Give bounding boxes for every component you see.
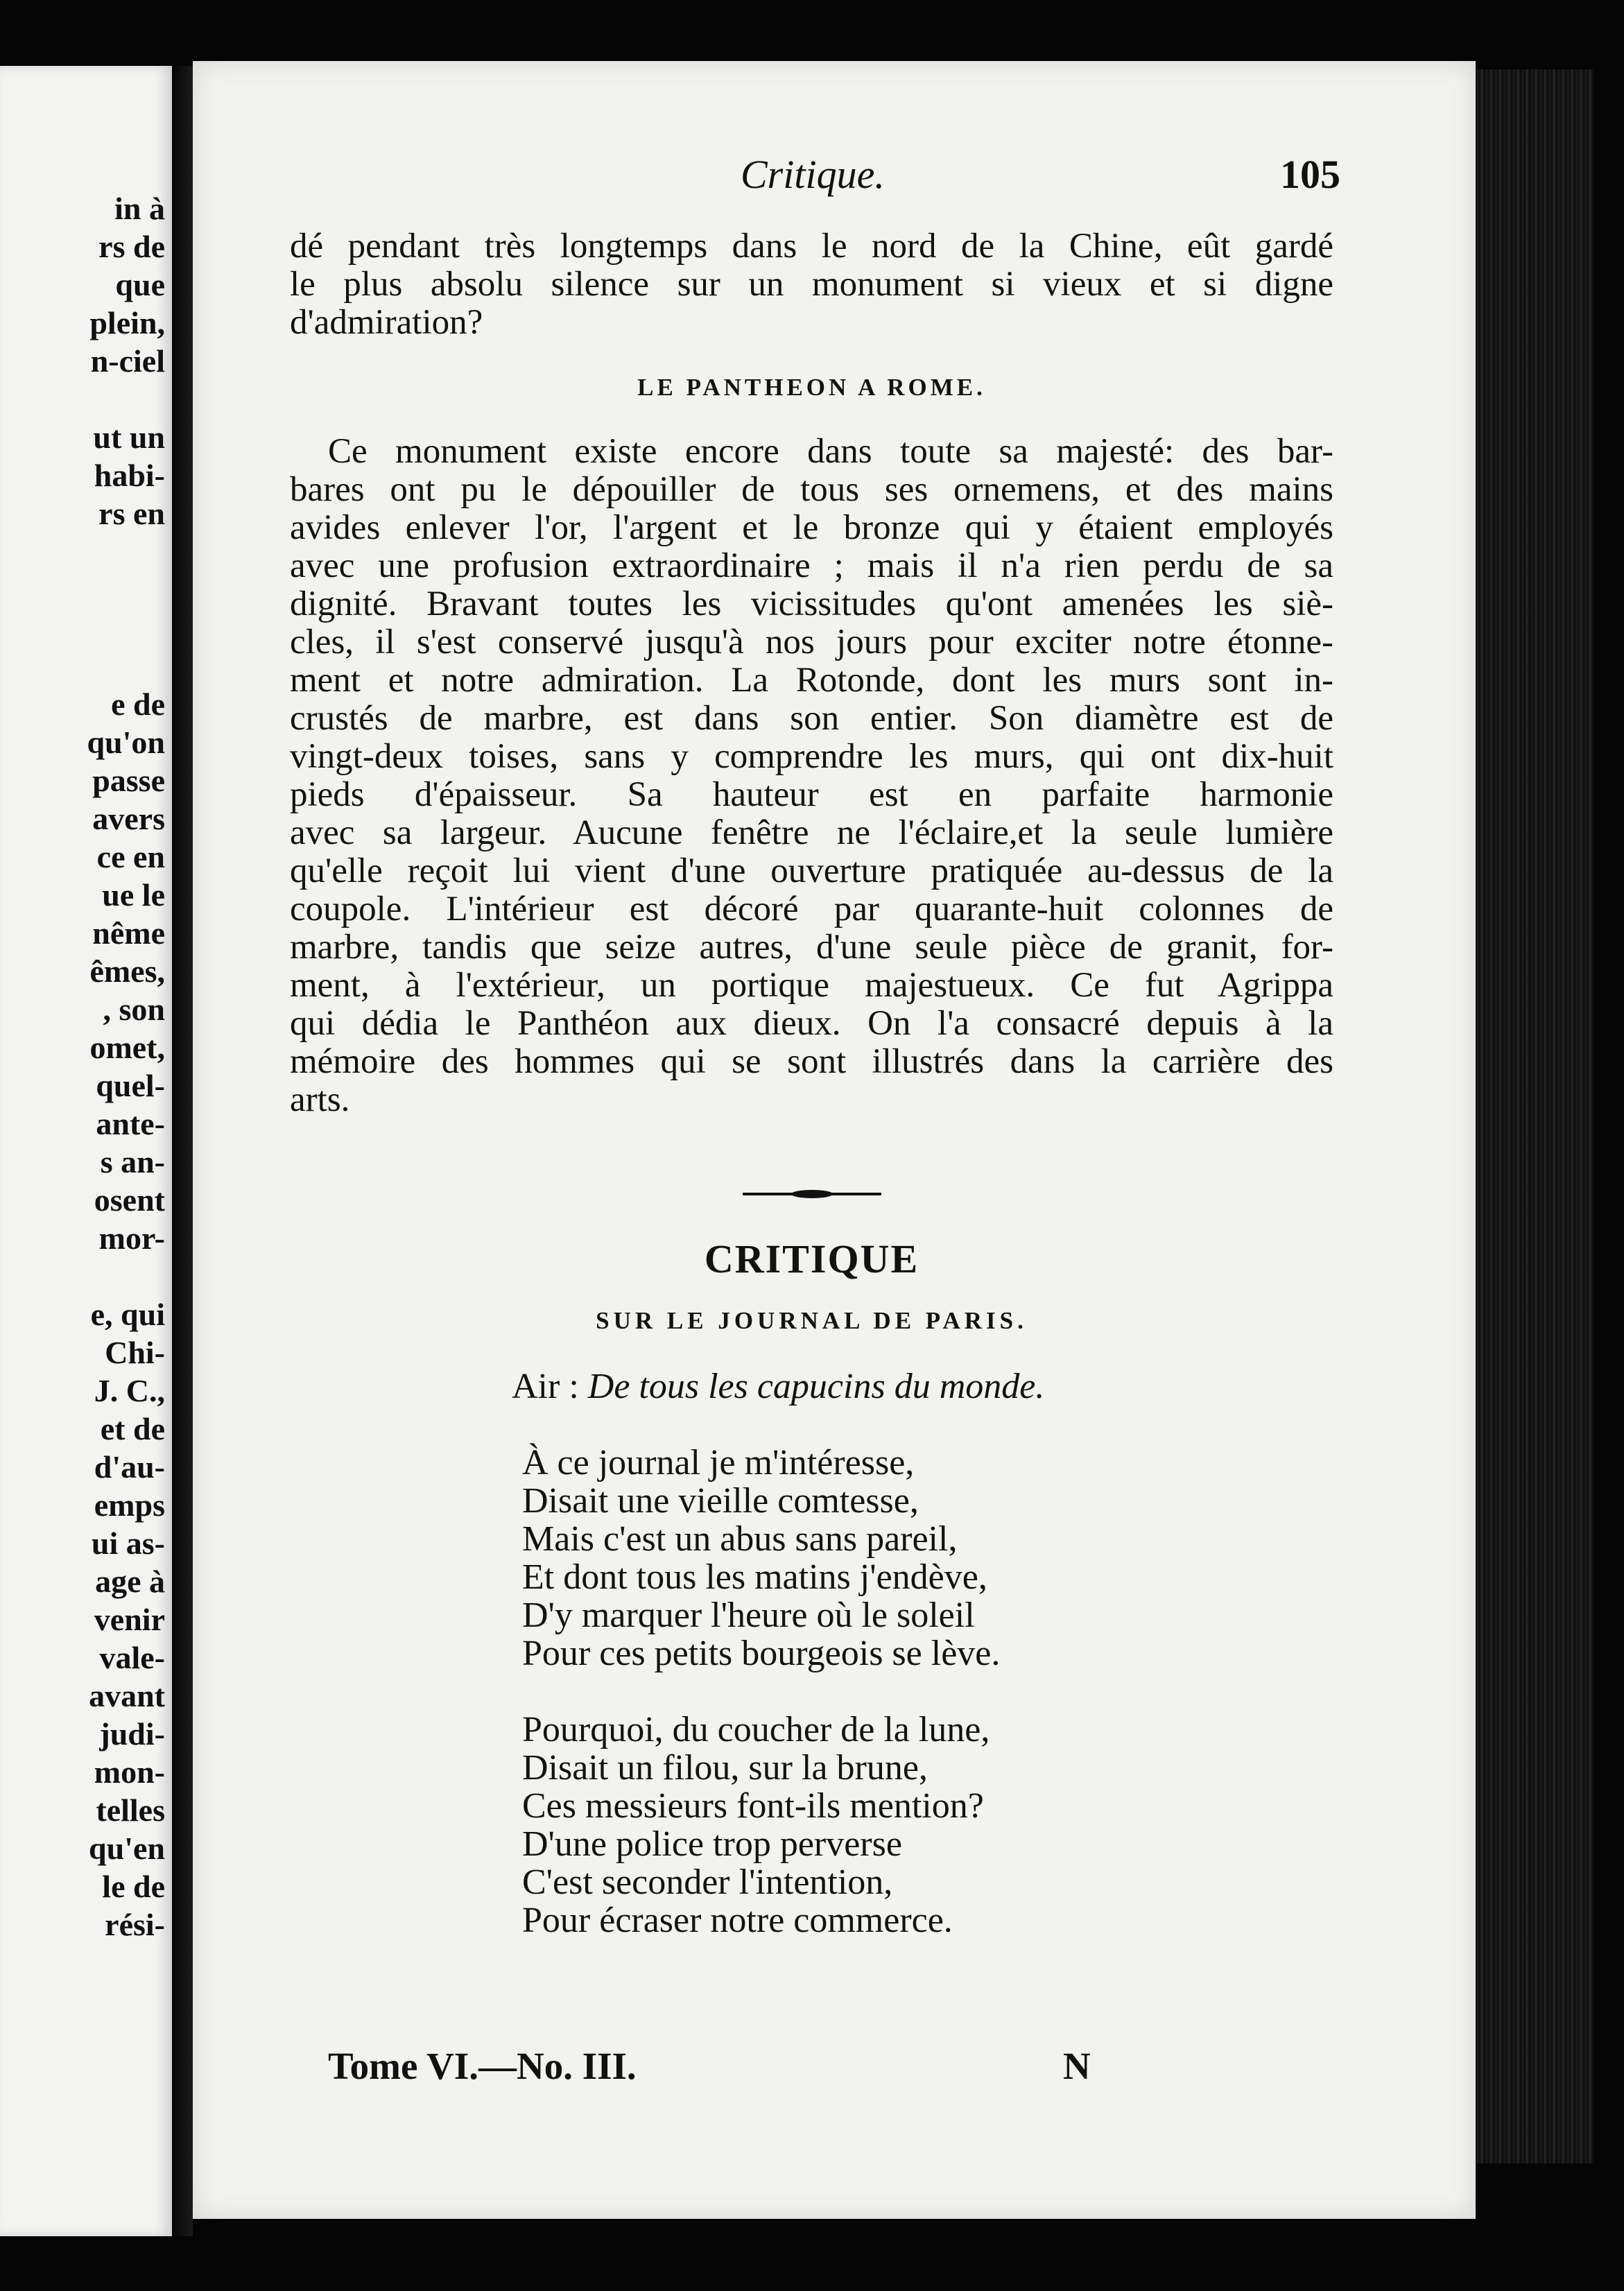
facing-page-line: judi- <box>99 1716 165 1752</box>
verse-line: D'y marquer l'heure où le soleil <box>522 1596 975 1635</box>
verse-line: Pour écraser notre commerce. <box>522 1901 953 1940</box>
facing-page-line: mon- <box>94 1754 165 1790</box>
verse-line: C'est seconder l'intention, <box>522 1862 893 1902</box>
facing-page-line: qu'en <box>89 1831 165 1866</box>
facing-page-line: emps <box>94 1487 165 1523</box>
section-title-pantheon: LE PANTHEON A ROME. <box>637 374 986 401</box>
facing-page-line: n-ciel <box>90 343 165 379</box>
facing-page-left <box>0 66 172 2236</box>
verse-line: Disait une vieille comtesse, <box>522 1481 919 1521</box>
verse-line: À ce journal je m'intéresse, <box>522 1443 915 1482</box>
facing-page-line: ue le <box>102 877 165 913</box>
facing-page-line: ante- <box>96 1106 165 1141</box>
stanza <box>522 1444 1333 1672</box>
ornamental-rule <box>743 1188 881 1200</box>
facing-page-line: quel- <box>96 1068 165 1103</box>
facing-page-text <box>0 189 165 1944</box>
text-line: avec une profusion extraordinaire ; mais il n'a rien perdu de sa <box>290 546 1333 585</box>
verse-line: Et dont tous les matins j'endève, <box>522 1557 987 1597</box>
facing-page-line <box>0 533 165 571</box>
text-line: mémoire des hommes qui se sont illustrés dans la carrière des <box>290 1042 1333 1081</box>
verse-line: Pourquoi, du coucher de la lune, <box>522 1710 990 1749</box>
facing-page-line <box>0 380 165 418</box>
facing-page-line: osent <box>94 1182 165 1218</box>
facing-page-line: plein, <box>89 305 165 340</box>
book-gutter <box>172 66 193 2236</box>
facing-page-line: mor- <box>98 1220 165 1256</box>
facing-page-line: J. C., <box>94 1373 165 1408</box>
facing-page-line: habi- <box>94 458 165 493</box>
facing-page-line: rs de <box>98 229 165 264</box>
text-line: le plus absolu silence sur un monument si vieux et si digne <box>290 265 1333 304</box>
facing-page-line: avers <box>92 801 165 836</box>
text-line: dignité. Bravant toutes les vicissitudes qu'ont amenées les siè- <box>290 585 1333 623</box>
facing-page-line: qu'on <box>87 725 165 760</box>
page-body <box>290 227 1333 1939</box>
running-head: Critique. <box>741 152 885 197</box>
verse-line: Ces messieurs font-ils mention? <box>522 1786 984 1826</box>
verse-line: Disait un filou, sur la brune, <box>522 1748 928 1788</box>
text-line: qu'elle reçoit lui vient d'une ouverture pratiquée au-dessus de la <box>290 851 1333 890</box>
page-number: 105 <box>1280 152 1340 197</box>
facing-page-line: ce en <box>96 839 165 874</box>
text-line: coupole. L'intérieur est décoré par quarante-huit colonnes de <box>290 890 1333 928</box>
facing-page-line: que <box>115 267 165 302</box>
verse-line: Pour ces petits bourgeois se lève. <box>522 1634 1001 1673</box>
text-line: cles, il s'est conservé jusqu'à nos jours pour exciter notre étonne- <box>290 623 1333 662</box>
facing-page-line: , son <box>103 992 165 1027</box>
stanza <box>522 1711 1333 1939</box>
section-subtitle: SUR LE JOURNAL DE PARIS. <box>596 1307 1028 1334</box>
verse-line: Mais c'est un abus sans pareil, <box>522 1519 958 1559</box>
text-line: avec sa largeur. Aucune fenêtre ne l'éclaire,et la seule lumière <box>290 813 1333 852</box>
text-line: vingt-deux toises, sans y comprendre les murs, qui ont dix-huit <box>290 737 1333 776</box>
facing-page-line: in à <box>114 191 165 226</box>
facing-page-line: ui as- <box>91 1525 165 1561</box>
facing-page-line: venir <box>94 1602 165 1637</box>
facing-page-line <box>0 571 165 609</box>
facing-page-line: avant <box>89 1678 165 1713</box>
facing-page-line: e de <box>111 686 165 722</box>
page-edges <box>1476 69 1593 2163</box>
signature-mark: N <box>1063 2045 1091 2087</box>
facing-page-line: passe <box>92 763 165 798</box>
facing-page-line <box>0 647 165 685</box>
facing-page-line: et de <box>100 1411 165 1446</box>
facing-page-line: rési- <box>105 1907 165 1942</box>
air-line <box>512 1367 1333 1406</box>
page-footer <box>328 2044 1160 2088</box>
text-line: avides enlever l'or, l'argent et le bronze qui y étaient employés <box>290 508 1333 547</box>
facing-page-line: s an- <box>100 1144 165 1179</box>
text-line: ment, à l'extérieur, un portique majestueux. Ce fut Agrippa <box>290 966 1333 1005</box>
facing-page-line: e, qui <box>90 1297 165 1332</box>
facing-page-line: vale- <box>99 1640 165 1675</box>
volume-number: Tome VI.—No. III. <box>328 2045 637 2087</box>
pantheon-paragraph <box>290 433 1333 1119</box>
text-line: arts. <box>290 1080 350 1119</box>
facing-page-line: Chi- <box>105 1335 165 1370</box>
text-line: crustés de marbre, est dans son entier. Son diamètre est de <box>290 699 1333 738</box>
facing-page-line <box>0 609 165 647</box>
text-line: ment et notre admiration. La Rotonde, dont les murs sont in- <box>290 661 1333 700</box>
text-line: d'admiration? <box>290 303 483 342</box>
air-tune: De tous les capucins du monde. <box>587 1367 1045 1406</box>
page-105 <box>193 61 1476 2219</box>
text-line: marbre, tandis que seize autres, d'une seule pièce de granit, for- <box>290 928 1333 967</box>
verse-line: D'une police trop perverse <box>522 1824 902 1864</box>
continued-paragraph <box>290 227 1333 342</box>
facing-page-line: êmes, <box>89 953 165 989</box>
air-label: Air : <box>512 1367 579 1406</box>
facing-page-line: nême <box>92 915 165 951</box>
facing-page-line: omet, <box>89 1030 165 1065</box>
facing-page-line <box>0 1257 165 1295</box>
text-line: bares ont pu le dépouiller de tous ses ornemens, et des mains <box>290 470 1333 509</box>
facing-page-line: telles <box>96 1792 165 1828</box>
facing-page-line: ut un <box>93 420 165 455</box>
text-line: dé pendant très longtemps dans le nord de la Chine, eût gardé <box>290 227 1333 266</box>
facing-page-line: d'au- <box>94 1449 165 1485</box>
page-header <box>193 151 1476 200</box>
facing-page-line: rs en <box>98 496 165 531</box>
section-title-critique: CRITIQUE <box>704 1236 919 1281</box>
text-line: pieds d'épaisseur. Sa hauteur est en parfaite harmonie <box>290 775 1333 814</box>
facing-page-line: age à <box>95 1564 165 1599</box>
text-line: qui dédia le Panthéon aux dieux. On l'a consacré depuis à la <box>290 1004 1333 1043</box>
poem <box>290 1444 1333 1939</box>
facing-page-line: le de <box>102 1869 165 1904</box>
text-line: Ce monument existe encore dans toute sa majesté: des bar- <box>328 432 1333 471</box>
